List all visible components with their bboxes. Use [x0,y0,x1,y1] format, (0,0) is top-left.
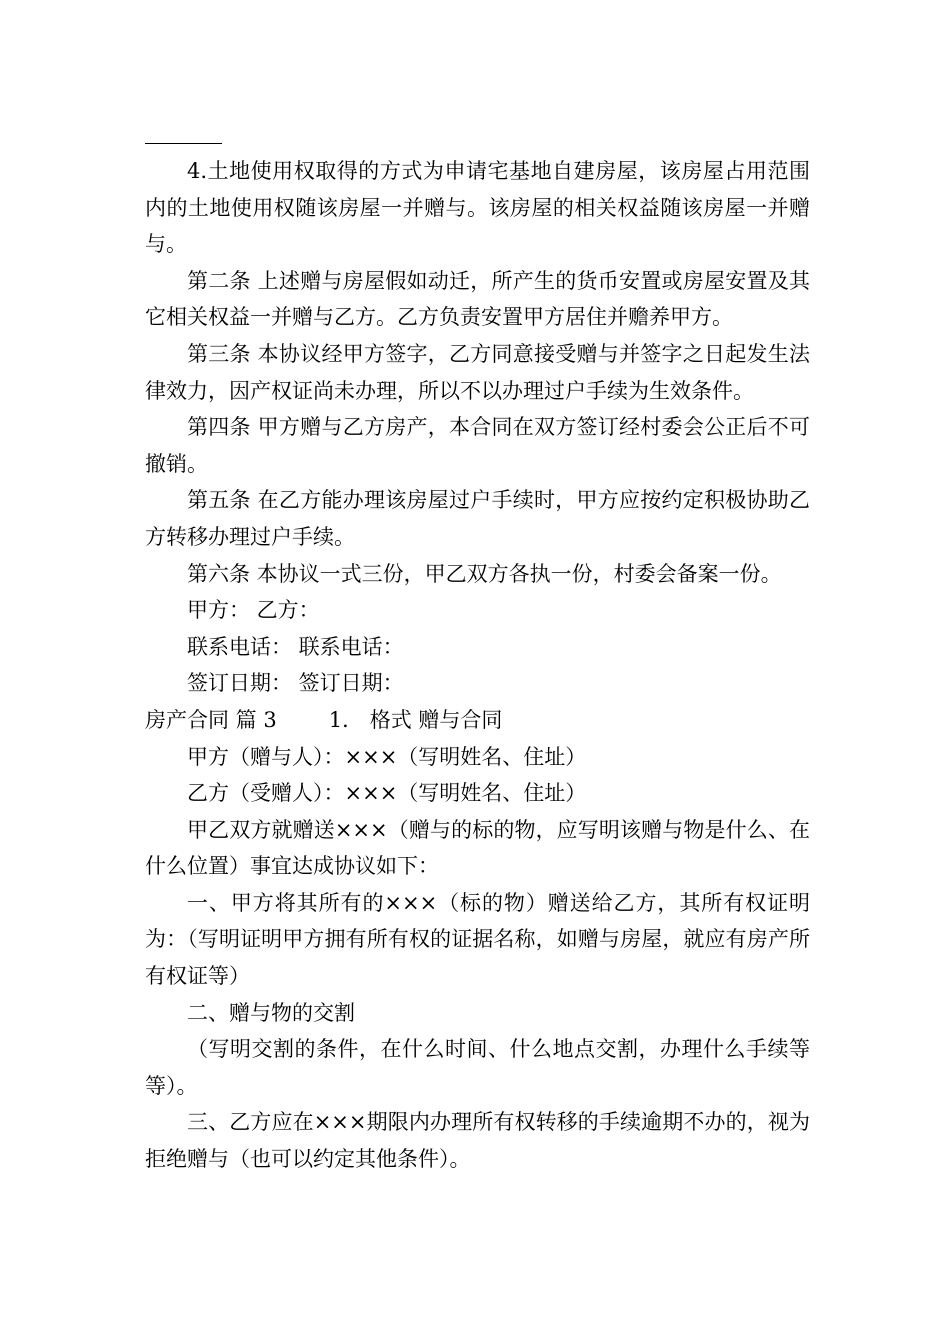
article-6: 第六条 本协议一式三份，甲乙双方各执一份，村委会备案一份。 [187,561,782,586]
section-title: 房产合同 篇 3 [145,707,277,732]
clause-2-title: 二、赠与物的交割 [187,1000,355,1025]
article-2: 第二条 上述赠与房屋假如动迁，所产生的货币安置或房屋安置及其它相关权益一并赠与乙方。乙方负责安置甲方居住并赡养甲方。 [145,268,810,330]
section-subtitle: 1． 格式 赠与合同 [328,707,503,732]
section-heading [145,702,810,739]
underline-blank [145,143,222,144]
party-a-line: 甲方（赠与人）：×××（写明姓名、住址） [187,744,587,769]
article-4: 第四条 甲方赠与乙方房产，本合同在双方签订经村委会公正后不可撤销。 [145,415,810,476]
party-b-line: 乙方（受赠人）：×××（写明姓名、住址） [187,781,587,806]
clause-2-body: （写明交割的条件，在什么时间、什么地点交割，办理什么手续等等）。 [145,1037,810,1098]
clause-3: 三、乙方应在×××期限内办理所有权转移的手续逾期不办的，视为拒绝赠与（也可以约定其他条件）。 [145,1110,810,1172]
signature-parties: 甲方： 乙方： [187,598,320,623]
clause-1: 一、甲方将其所有的×××（标的物）赠送给乙方，其所有权证明为：（写明证明甲方拥有所有权的证据名称，如赠与房屋，就应有房产所有权证等） [145,890,810,989]
paragraph-land-use: 4.土地使用权取得的方式为申请宅基地自建房屋，该房屋占用范围内的土地使用权随该房屋一并赠与。该房屋的相关权益随该房屋一并赠与。 [145,159,810,257]
document-body [145,153,810,1178]
signature-phones: 联系电话： 联系电话： [187,634,404,659]
article-3: 第三条 本协议经甲方签字，乙方同意接受赠与并签字之日起发生法律效力，因产权证尚未办理，所以不以办理过户手续为生效条件。 [145,341,810,403]
agreement-intro: 甲乙双方就赠送×××（赠与的标的物，应写明该赠与物是什么、在什么位置）事宜达成协议如下： [145,817,810,879]
article-5: 第五条 在乙方能办理该房屋过户手续时，甲方应按约定积极协助乙方转移办理过户手续。 [145,488,810,549]
signature-dates: 签订日期： 签订日期： [187,671,404,696]
